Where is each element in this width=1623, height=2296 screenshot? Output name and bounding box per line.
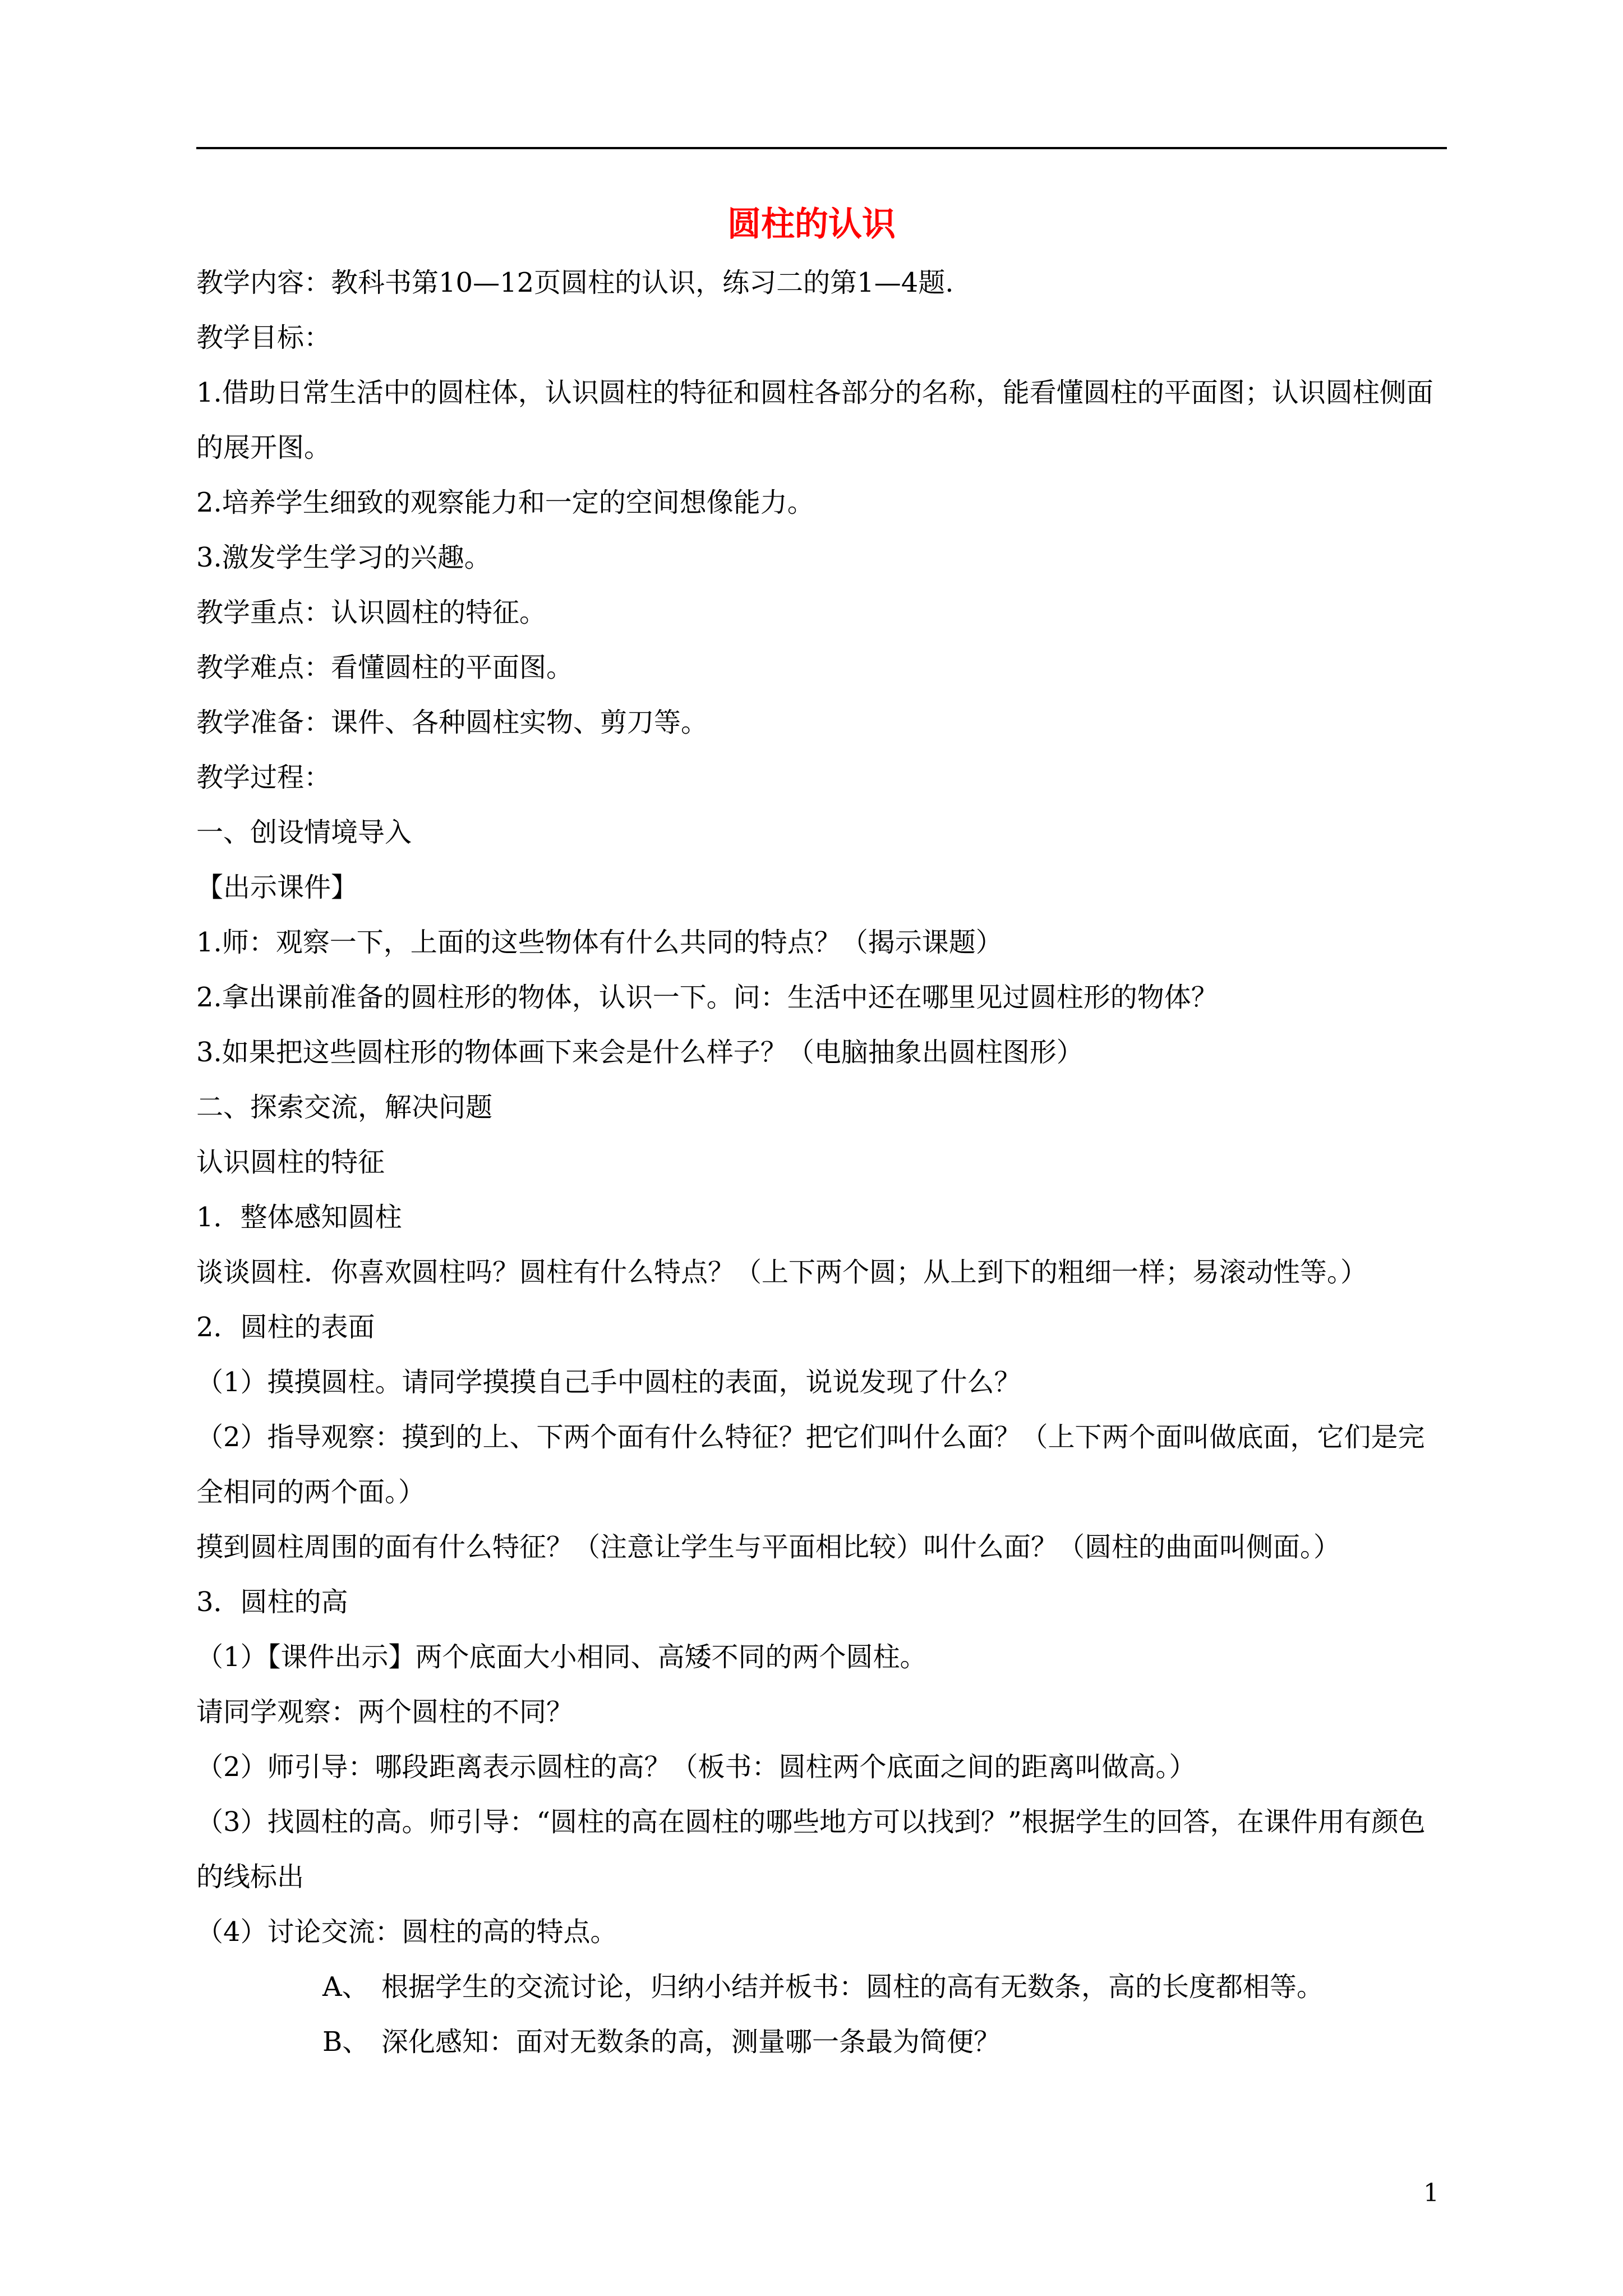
list-item-text: 深化感知：面对无数条的高，测量哪一条最为简便？ [381, 2026, 1001, 2058]
paragraph-overall-perception: 1．整体感知圆柱 [196, 1202, 402, 1233]
header-rule [196, 147, 1447, 149]
paragraph-objectives-heading: 教学目标： [196, 322, 331, 353]
paragraph-height-2: （2）师引导：哪段距离表示圆柱的高？（板书：圆柱两个底面之间的距离叫做高。） [196, 1751, 1196, 1783]
document-body [196, 255, 1447, 2069]
paragraph-side-surface: 摸到圆柱周围的面有什么特征？（注意让学生与平面相比较）叫什么面？（圆柱的曲面叫侧面。） [196, 1531, 1341, 1563]
paragraph-show-courseware: 【出示课件】 [196, 872, 358, 903]
paragraph-difficulty: 教学难点：看懂圆柱的平面图。 [196, 652, 574, 683]
paragraph-content: 教学内容：教科书第10—12页圆柱的认识，练习二的第1—4题. [196, 267, 954, 298]
paragraph-objective-3: 3.激发学生学习的兴趣。 [196, 542, 491, 573]
page-number: 1 [1423, 2179, 1439, 2207]
paragraph-surface-heading: 2．圆柱的表面 [196, 1312, 375, 1343]
paragraph-surface-1: （1）摸摸圆柱。请同学摸摸自己手中圆柱的表面，说说发现了什么？ [196, 1366, 1021, 1398]
list-item [196, 1959, 1447, 2014]
list-item-marker: A、 [322, 1971, 369, 2003]
list-item [196, 2014, 1447, 2069]
paragraph-step-2: 2.拿出课前准备的圆柱形的物体，认识一下。问：生活中还在哪里见过圆柱形的物体？ [196, 982, 1218, 1013]
paragraph-height-1: （1）【课件出示】两个底面大小相同、高矮不同的两个圆柱。 [196, 1641, 927, 1673]
document-title: 圆柱的认识 [727, 205, 896, 244]
list-item-text: 根据学生的交流讨论，归纳小结并板书：圆柱的高有无数条，高的长度都相等。 [381, 1971, 1324, 2003]
paragraph-observe: 请同学观察：两个圆柱的不同？ [196, 1696, 574, 1728]
paragraph-step-3: 3.如果把这些圆柱形的物体画下来会是什么样子？（电脑抽象出圆柱图形） [196, 1037, 1083, 1068]
paragraph-features-heading: 认识圆柱的特征 [196, 1147, 385, 1178]
paragraph-height-heading: 3．圆柱的高 [196, 1586, 348, 1618]
paragraph-objective-1: 1.借助日常生活中的圆柱体，认识圆柱的特征和圆柱各部分的名称，能看懂圆柱的平面图；认识圆柱侧面的展开图。 [196, 377, 1433, 463]
paragraph-process-heading: 教学过程： [196, 762, 331, 793]
paragraph-surface-2: （2）指导观察：摸到的上、下两个面有什么特征？把它们叫什么面？（上下两个面叫做底面，它们是完全相同的两个面。） [196, 1421, 1425, 1508]
paragraph-talk-cylinder: 谈谈圆柱．你喜欢圆柱吗？圆柱有什么特点？（上下两个圆；从上到下的粗细一样；易滚动性等。） [196, 1257, 1368, 1288]
section-heading-2: 二、探索交流，解决问题 [196, 1092, 493, 1123]
paragraph-objective-2: 2.培养学生细致的观察能力和一定的空间想像能力。 [196, 487, 814, 518]
paragraph-height-4: （4）讨论交流：圆柱的高的特点。 [196, 1916, 617, 1948]
paragraph-height-3: （3）找圆柱的高。师引导：“圆柱的高在圆柱的哪些地方可以找到？”根据学生的回答，在课件用有颜色的线标出 [196, 1806, 1426, 1893]
paragraph-key-point: 教学重点：认识圆柱的特征。 [196, 597, 547, 628]
list-item-marker: B、 [322, 2026, 370, 2058]
paragraph-preparation: 教学准备：课件、各种圆柱实物、剪刀等。 [196, 707, 708, 738]
paragraph-step-1: 1.师：观察一下，上面的这些物体有什么共同的特点？（揭示课题） [196, 927, 1003, 958]
section-heading-1: 一、创设情境导入 [196, 817, 412, 848]
